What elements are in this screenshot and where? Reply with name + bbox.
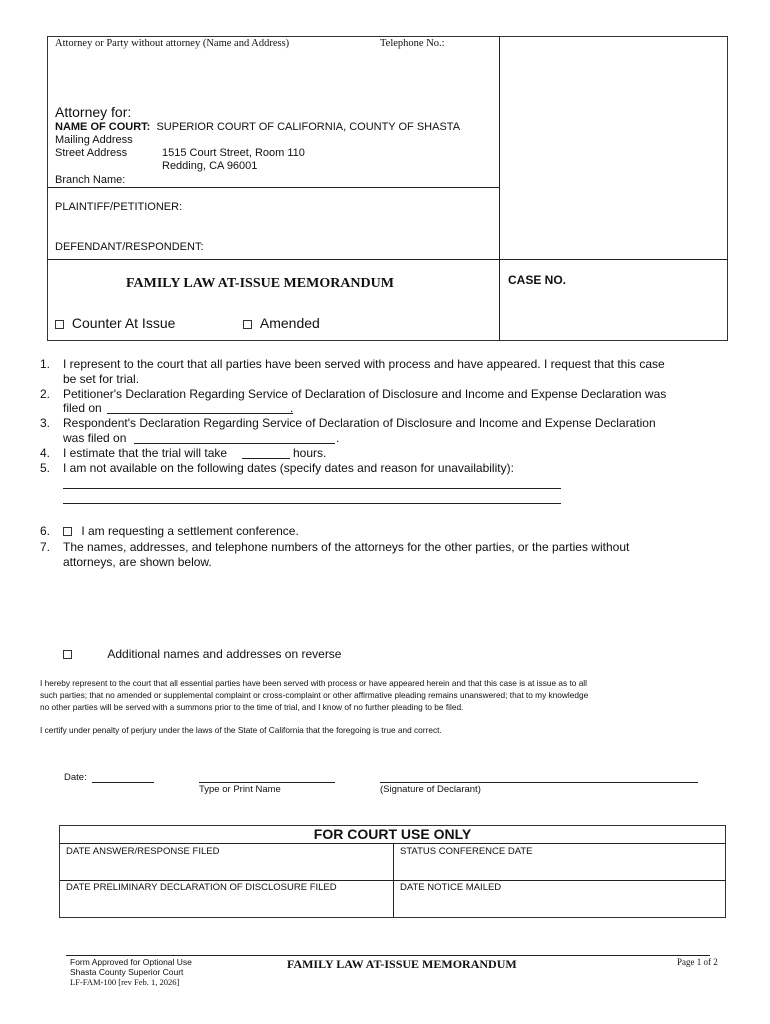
item-3-num: 3. — [40, 416, 51, 430]
street-label: Street Address — [55, 147, 128, 159]
counter-at-issue-option[interactable] — [55, 315, 175, 331]
signature-field[interactable] — [380, 782, 698, 783]
counter-at-issue-checkbox[interactable] — [55, 320, 64, 329]
item-3-line1: Respondent's Declaration Regarding Service of Declaration of Disclosure and Income and Expense Declaration — [63, 416, 656, 430]
court-name-row: NAME OF COURT: SUPERIOR COURT OF CALIFORNIA, COUNTY OF SHASTA — [55, 121, 461, 133]
street-line2: Redding, CA 96001 — [162, 160, 258, 172]
certify-text: I certify under penalty of perjury under the laws of the State of California that the foregoing is true and correct. — [40, 725, 442, 735]
respondent-filed-date-field[interactable] — [134, 443, 335, 444]
item-1-line2: be set for trial. — [63, 372, 140, 386]
defendant-label: DEFENDANT/RESPONDENT: — [55, 241, 204, 253]
amended-option[interactable] — [243, 315, 320, 331]
notice-mailed-label: DATE NOTICE MAILED — [400, 882, 502, 893]
declaration-paragraph — [40, 677, 588, 713]
footer-rule — [66, 955, 710, 956]
item-4-post: hours. — [293, 446, 327, 460]
telephone-label: Telephone No.: — [380, 38, 445, 49]
header-box — [47, 36, 728, 341]
court-name-value: SUPERIOR COURT OF CALIFORNIA, COUNTY OF SHASTA — [156, 121, 461, 133]
signature-label: (Signature of Declarant) — [380, 784, 481, 795]
item-2-line2: filed on — [63, 401, 102, 415]
amended-label: Amended — [259, 315, 320, 331]
item-4-pre: I estimate that the trial will take — [63, 446, 228, 460]
court-use-col-divider — [393, 843, 394, 918]
item-4-num: 4. — [40, 446, 51, 460]
unavailable-dates-line-2[interactable] — [63, 503, 561, 504]
footer-page: Page 1 of 2 — [677, 957, 718, 967]
print-name-field[interactable] — [199, 782, 335, 783]
item-6-text: I am requesting a settlement conference. — [81, 524, 299, 538]
case-no-label: CASE NO. — [508, 273, 567, 287]
item-7-line1: The names, addresses, and telephone numbers of the attorneys for the other parties, or the parties without — [63, 540, 630, 554]
attorney-label: Attorney or Party without attorney (Name and Address) — [55, 38, 290, 49]
additional-names-option[interactable] — [63, 647, 341, 661]
petitioner-filed-date-field[interactable] — [107, 413, 293, 414]
item-5-text: I am not available on the following dates (specify dates and reason for unavailability): — [63, 461, 514, 475]
declaration-line3: no other parties will be served with a summons prior to the time of trial, and I know of no further pleading to be filed. — [40, 702, 464, 712]
item-7-line2: attorneys, are shown below. — [63, 555, 212, 569]
status-conference-label: STATUS CONFERENCE DATE — [400, 846, 533, 857]
item-5-num: 5. — [40, 461, 51, 475]
footer-form-id: LF-FAM-100 [rev Feb. 1, 2026] — [70, 977, 180, 987]
settlement-conference-checkbox[interactable] — [63, 527, 72, 536]
date-label: Date: — [64, 772, 87, 783]
item-2-num: 2. — [40, 387, 51, 401]
unavailable-dates-line-1[interactable] — [63, 488, 561, 489]
additional-names-checkbox[interactable] — [63, 650, 72, 659]
plaintiff-label: PLAINTIFF/PETITIONER: — [55, 201, 183, 213]
declaration-line2: such parties; that no amended or supplemental complaint or cross-complaint or other affirmative pleading remains unanswered; that to my knowledge — [40, 690, 589, 700]
form-title: FAMILY LAW AT-ISSUE MEMORANDUM — [126, 276, 394, 291]
footer-approved: Form Approved for Optional Use — [70, 957, 192, 967]
footer-court: Shasta County Superior Court — [70, 967, 184, 977]
plaintiff-top-divider — [47, 187, 499, 188]
amended-checkbox[interactable] — [243, 320, 252, 329]
title-top-divider — [47, 259, 728, 260]
street-line1: 1515 Court Street, Room 110 — [162, 147, 305, 159]
header-right-divider — [499, 36, 500, 341]
settlement-conference-option[interactable] — [63, 524, 299, 538]
date-field[interactable] — [92, 782, 154, 783]
item-1-line1: I represent to the court that all parties have been served with process and have appeared. I request that this case — [63, 357, 665, 371]
additional-names-label: Additional names and addresses on reverse — [107, 647, 342, 661]
branch-label: Branch Name: — [55, 174, 126, 186]
item-3-line2: was filed on — [63, 431, 127, 445]
prelim-declaration-label: DATE PRELIMINARY DECLARATION OF DISCLOSURE FILED — [66, 882, 337, 893]
court-use-title: FOR COURT USE ONLY — [313, 826, 472, 842]
item-6-num: 6. — [40, 524, 51, 538]
mailing-label: Mailing Address — [55, 134, 133, 146]
trial-hours-field[interactable] — [242, 458, 290, 459]
item-7-num: 7. — [40, 540, 51, 554]
item-2-line1: Petitioner's Declaration Regarding Service of Declaration of Disclosure and Income and Expense Declaration was — [63, 387, 667, 401]
declaration-line1: I hereby represent to the court that all essential parties have been served with process or have appeared herein and that this case is at issue as to all — [40, 678, 587, 688]
court-name-label: NAME OF COURT — [55, 121, 147, 133]
item-3-period: . — [336, 431, 340, 445]
item-2-period: . — [290, 401, 294, 415]
item-1-num: 1. — [40, 357, 51, 371]
print-name-label: Type or Print Name — [199, 784, 281, 795]
attorney-for-label: Attorney for: — [55, 104, 132, 120]
answer-filed-label: DATE ANSWER/RESPONSE FILED — [66, 846, 220, 857]
counter-at-issue-label: Counter At Issue — [71, 315, 176, 331]
footer-title: FAMILY LAW AT-ISSUE MEMORANDUM — [287, 957, 517, 971]
